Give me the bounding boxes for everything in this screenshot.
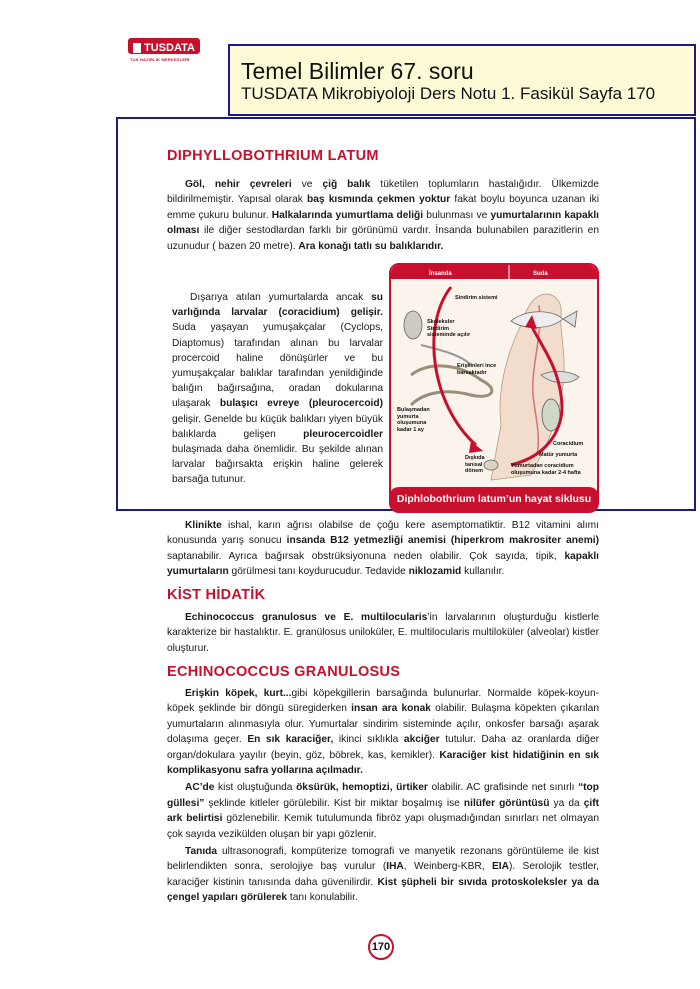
bold-text-run: En sık karaciğer, — [247, 734, 334, 746]
text-run: tanı konulabilir. — [287, 892, 358, 904]
label-sindirim: Sindirim sistemi — [455, 295, 498, 301]
echinococcus-paragraph-3 — [167, 844, 599, 906]
text-run: bulaşmada daha önemlidir. Bu şekilde alınan larvalar bağırsakta erişkin haline gelerek barsağa tutunur. — [172, 444, 383, 486]
label-yumurtadan: Yumurtadan coracidium oluşumuna kadar 2-4 hafta — [511, 463, 581, 476]
lifecycle-text — [172, 290, 383, 488]
bold-text-run: Göl, nehir çevreleri — [185, 179, 292, 190]
kist-hidatik-paragraph — [167, 610, 599, 656]
text-run: bulunması ve — [423, 209, 491, 221]
text-run: Dışarıya atılan yumurtalarda ancak — [190, 292, 372, 303]
bold-text-run: Erişkin köpek, kurt... — [185, 688, 292, 699]
figure-caption: Diphlobothrium latum’un hayat siklusu — [389, 487, 599, 511]
echinococcus-paragraph-1 — [167, 686, 599, 778]
label-matur: Matür yumurta — [539, 452, 578, 458]
logo-badge — [128, 38, 200, 54]
bold-text-run: Klinikte — [185, 520, 222, 531]
label-diskida: Dışkıda tanısal dönem — [465, 455, 485, 474]
section-heading-kist-hidatik: KİST HİDATİK — [167, 587, 266, 603]
lifecycle-paragraph — [172, 290, 383, 488]
text-run: saptanabilir. Ayrıca bağırsak obstrüksiyonuna neden olabilir. Çok sayıda, tipik, — [167, 550, 565, 562]
text-run: fakat boylu boyunca uzanan iki emme çukuru bulunur. — [167, 194, 599, 221]
label-eriskinler: Erişkinleri ince barsaktadır — [457, 363, 497, 376]
bold-text-run: su varlığında larvalar (coracidium) gelişir. — [172, 292, 383, 319]
echinococcus-text — [167, 686, 599, 906]
logo-text: TUSDATA — [144, 42, 195, 54]
text-run: tüketilen toplumların hastalığıdır. Ülkemizde bildirilmemiştir. Yapısal olarak — [167, 179, 600, 206]
section-heading-diphyllobothrium: DIPHYLLOBOTHRIUM LATUM — [167, 148, 379, 164]
text-run: olabilir. AC grafisinde net sınırlı — [427, 782, 579, 794]
bold-text-run: pleurocercoidler — [303, 428, 383, 440]
bold-text-run: akciğer — [403, 734, 440, 746]
bold-text-run: nilüfer görüntüsü — [463, 797, 550, 809]
text-run: ultrasonografi, kompüterize tomografi ve manyetik rezonans görüntüleme ile kist belirlendikten sonra, serolojiye baş vurulur ( — [167, 846, 599, 873]
text-run: kullanılır. — [461, 566, 505, 578]
clinical-paragraph — [167, 518, 599, 580]
text-run: Suda yaşayan yumuşakçalar (Cyclops, Diaptomus) tarafından alınan bu larvalar procercoid haline dönüşürler ve bu yumuşakçalar balıklar tarafından yenildiğinde balığın bağırsağına, oradan dokularına ulaşarak — [172, 322, 383, 410]
bold-text-run: niklozamid — [408, 566, 462, 578]
bold-text-run: öksürük, hemoptizi, ürtiker — [296, 782, 428, 794]
text-run: ikinci sıklıkla — [333, 734, 404, 746]
clinical-text — [167, 518, 599, 580]
label-coracidium: Coracidium — [553, 441, 584, 447]
bold-text-run: insanda B12 yetmezliği anemisi (hiperkrom makrositer anemi) — [286, 535, 599, 547]
bold-text-run: kapaklı yumurtaların — [167, 550, 599, 578]
kist-hidatik-text — [167, 610, 599, 656]
text-run: ). Serolojik testler, karaciğer kistinin tanısında daha güvenilirdir. — [167, 861, 599, 888]
text-run: ile diğer sestodlardan farklı bir görünümü vardır. İnsanda bulunabilen parazitlerin en uzunudur ( bazen 20 metre). — [167, 225, 599, 252]
bold-text-run: çift ark belirtisi — [167, 797, 599, 825]
question-title-box — [228, 44, 696, 116]
label-bulasmadan: Bulaşmadan yumurta oluşumuna kadar 1 ay — [397, 407, 430, 433]
text-run: kist oluştuğunda — [214, 782, 297, 794]
bold-text-run: insan ara konak — [351, 703, 431, 715]
bold-text-run: Halkalarında yumurtlama deliği — [271, 209, 424, 221]
logo-mark-icon — [133, 43, 141, 53]
bold-text-run: çiğ balık — [322, 179, 371, 190]
page-number: 170 — [368, 934, 394, 960]
bold-text-run: Kist şüpheli bir sıvıda protoskoleksler ya da çengel yapıları görülerek — [167, 876, 599, 904]
bold-text-run: IHA — [386, 861, 404, 873]
text-run: gelişir. Genelde bu küçük balıkları yiyen büyük balıklarda gelişen — [172, 413, 383, 440]
echinococcus-paragraph-2 — [167, 780, 599, 842]
section-heading-echinococcus: ECHINOCOCCUS GRANULOSUS — [167, 664, 401, 680]
question-title: Temel Bilimler 67. soru — [241, 58, 474, 84]
tusdata-logo — [128, 38, 202, 64]
text-run: ’in larvalarının oluşturduğu kistlerle karakterize bir hastalıktır. E. granülosus uniloküler, E. multilocularis multiloküler (alveolar) kistler oluşturur. — [167, 612, 599, 654]
bold-text-run: “top güllesi” — [167, 782, 599, 809]
bold-text-run: AC’de — [185, 782, 215, 794]
text-run: gibi köpekgillerin barsağında bulunurlar. Normalde köpek-koyun-köpek şeklinde bir döngü süregiderken — [167, 688, 599, 715]
figure-label-human: İnsanda — [429, 271, 452, 277]
bold-text-run: Karaciğer kist hidatiğinin en sık komplikasyonu safra yollarına açılmadır. — [167, 749, 599, 777]
bold-text-run: bulaşıcı evreye (pleurocercoid) — [219, 398, 383, 410]
label-skoleksler: Skoleksler Sindirim sisteminde açılır — [427, 319, 471, 338]
lifecycle-figure — [389, 263, 599, 513]
source-reference: TUSDATA Mikrobiyoloji Ders Notu 1. Fasikül Sayfa 170 — [241, 84, 656, 103]
bold-text-run: yumurtalarının kapaklı olması — [167, 209, 599, 237]
text-run: görülmesi tanı koydurucudur. Tedavide — [228, 566, 409, 578]
diphyllobothrium-intro — [167, 177, 599, 254]
text-run: şeklinde kitleler görülebilir. Kist bir miktar boşalmış ise — [204, 797, 464, 809]
text-run: ve — [291, 179, 323, 190]
bold-text-run: baş kısmında çekmen yoktur — [307, 194, 451, 206]
text-run: tutulur. Daha az oranlarda diğer organ/dokulara yayılır (beyin, göz, böbrek, kas, kemikler). — [167, 734, 600, 761]
text-run: gözlenebilir. Kemik tutulumunda fibröz yapı oluşmadığından sınırları net olmayan çok sayıda vezikülden oluşan bir yapı gözlenir. — [167, 813, 599, 840]
text-run: ishal, karın ağrısı olabilse de çoğu kere asemptomatiktir. B12 vitamini alımı konusunda yarış sonucu — [167, 520, 599, 547]
logo-subtext: TUS HAZIRLIK MERKEZLERİ — [130, 57, 190, 62]
text-run: olabilir. Bulaşma köpekten çıkarılan yumurtaların alınmasıyla olur. Yumurtalar sindirim sisteminde açılır, onkosfer barsağı aşarak dolaşıma geçer. — [167, 703, 599, 746]
text-run: ya da — [549, 797, 584, 809]
figure-label-water: Suda — [533, 271, 548, 277]
bold-text-run: Ara konağı tatlı su balıklarıdır. — [298, 240, 444, 252]
bold-text-run: EIA — [491, 861, 509, 873]
bold-text-run: Tanıda — [185, 846, 218, 858]
text-run: , Weinberg-KBR, — [403, 861, 492, 873]
intro-paragraph — [167, 177, 599, 254]
bold-text-run: Echinococcus granulosus ve E. multilocularis — [185, 612, 428, 623]
